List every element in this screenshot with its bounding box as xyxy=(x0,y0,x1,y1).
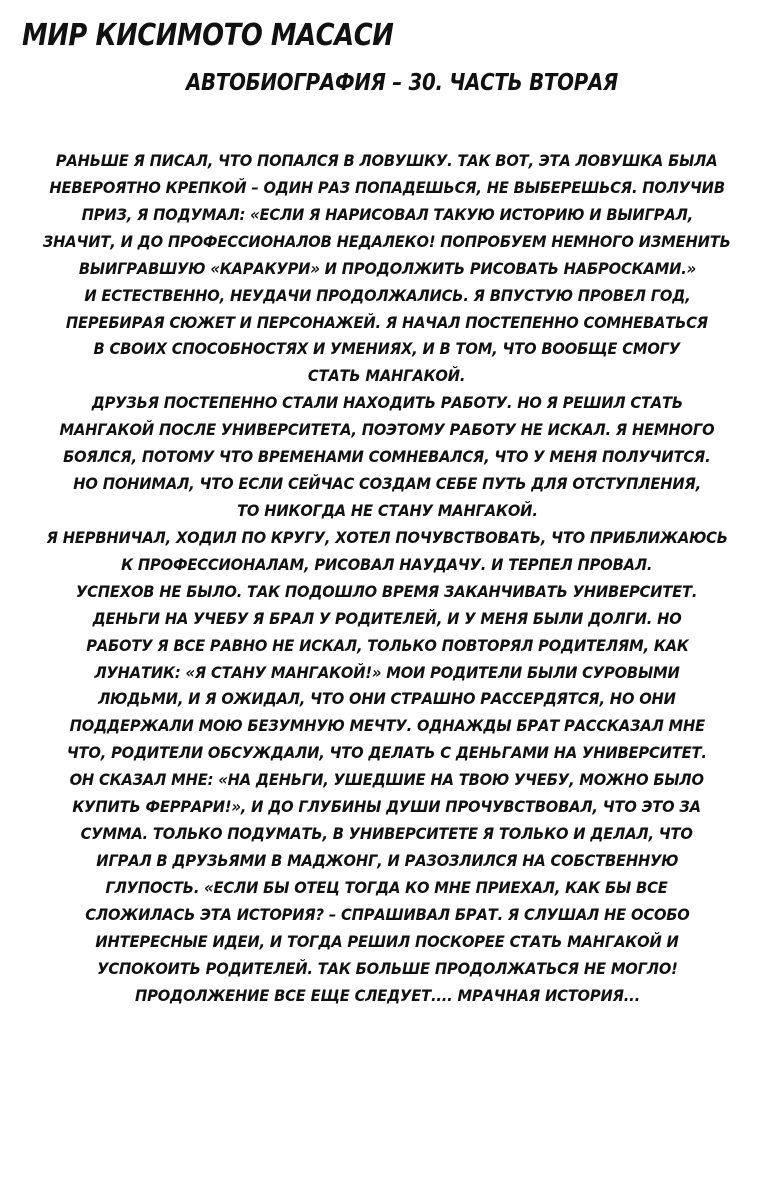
text-line: ЛЮДЬМИ, И Я ОЖИДАЛ, ЧТО ОНИ СТРАШНО РАССЕРДЯТСЯ, НО ОНИ xyxy=(98,689,676,709)
text-line: ДРУЗЬЯ ПОСТЕПЕННО СТАЛИ НАХОДИТЬ РАБОТУ. НО Я РЕШИЛ СТАТЬ xyxy=(91,393,683,413)
text-line: ЗНАЧИТ, И ДО ПРОФЕССИОНАЛОВ НЕДАЛЕКО! ПОПРОБУЕМ НЕМНОГО ИЗМЕНИТЬ xyxy=(43,231,731,251)
text-line: ТО НИКОГДА НЕ СТАНУ МАНГАКОЙ. xyxy=(236,500,538,520)
text-line: УСПОКОИТЬ РОДИТЕЛЕЙ. ТАК БОЛЬШЕ ПРОДОЛЖАТЬСЯ НЕ МОГЛО! xyxy=(96,958,678,978)
text-line: ПРОДОЛЖЕНИЕ ВСЕ ЕЩЕ СЛЕДУЕТ.... МРАЧНАЯ ИСТОРИЯ... xyxy=(134,985,640,1005)
page-subtitle: АВТОБИОГРАФИЯ – 30. ЧАСТЬ ВТОРАЯ xyxy=(186,70,618,96)
text-line: К ПРОФЕССИОНАЛАМ, РИСОВАЛ НАУДАЧУ. И ТЕРПЕЛ ПРОВАЛ. xyxy=(121,554,653,574)
text-line: ЧТО, РОДИТЕЛИ ОБСУЖДАЛИ, ЧТО ДЕЛАТЬ С ДЕНЬГАМИ НА УНИВЕРСИТЕТ. xyxy=(67,743,707,763)
text-line: Я НЕРВНИЧАЛ, ХОДИЛ ПО КРУГУ, ХОТЕЛ ПОЧУВСТВОВАТЬ, ЧТО ПРИБЛИЖАЮСЬ xyxy=(46,527,728,547)
text-line: МАНГАКОЙ ПОСЛЕ УНИВЕРСИТЕТА, ПОЭТОМУ РАБОТУ НЕ ИСКАЛ. Я НЕМНОГО xyxy=(59,420,715,440)
text-line: СЛОЖИЛАСЬ ЭТА ИСТОРИЯ? – СПРАШИВАЛ БРАТ. Я СЛУШАЛ НЕ ОСОБО xyxy=(84,904,690,924)
text-line: ПОДДЕРЖАЛИ МОЮ БЕЗУМНУЮ МЕЧТУ. ОДНАЖДЫ БРАТ РАССКАЗАЛ МНЕ xyxy=(69,716,705,736)
text-line: НЕВЕРОЯТНО КРЕПКОЙ – ОДИН РАЗ ПОПАДЕШЬСЯ, НЕ ВЫБЕРЕШЬСЯ. ПОЛУЧИВ xyxy=(49,177,725,197)
text-line: И ЕСТЕСТВЕННО, НЕУДАЧИ ПРОДОЛЖАЛИСЬ. Я ВПУСТУЮ ПРОВЕЛ ГОД, xyxy=(83,285,691,305)
text-line: ИГРАЛ В ДРУЗЬЯМИ В МАДЖОНГ, И РАЗОЗЛИЛСЯ НА СОБСТВЕННУЮ xyxy=(95,850,679,870)
text-line: ВЫИГРАВШУЮ «КАРАКУРИ» И ПРОДОЛЖИТЬ РИСОВАТЬ НАБРОСКАМИ.» xyxy=(78,258,696,278)
text-line: ГЛУПОСТЬ. «ЕСЛИ БЫ ОТЕЦ ТОГДА КО МНЕ ПРИЕХАЛ, КАК БЫ ВСЕ xyxy=(105,877,669,897)
text-line: ОН СКАЗАЛ МНЕ: «НА ДЕНЬГИ, УШЕДШИЕ НА ТВОЮ УЧЕБУ, МОЖНО БЫЛО xyxy=(69,770,705,790)
text-line: НО ПОНИМАЛ, ЧТО ЕСЛИ СЕЙЧАС СОЗДАМ СЕБЕ ПУТЬ ДЛЯ ОТСТУПЛЕНИЯ, xyxy=(73,474,701,494)
text-line: ПРИЗ, Я ПОДУМАЛ: «ЕСЛИ Я НАРИСОВАЛ ТАКУЮ ИСТОРИЮ И ВЫИГРАЛ, xyxy=(81,204,693,224)
text-line: БОЯЛСЯ, ПОТОМУ ЧТО ВРЕМЕНАМИ СОМНЕВАЛСЯ, ЧТО У МЕНЯ ПОЛУЧИТСЯ. xyxy=(63,447,711,467)
text-line: КУПИТЬ ФЕРРАРИ!», И ДО ГЛУБИНЫ ДУШИ ПРОЧУВСТВОВАЛ, ЧТО ЭТО ЗА xyxy=(72,797,702,817)
text-line: В СВОИХ СПОСОБНОСТЯХ И УМЕНИЯХ, И В ТОМ, ЧТО ВООБЩЕ СМОГУ xyxy=(93,339,681,359)
article-body xyxy=(0,148,774,1010)
text-line: ЛУНАТИК: «Я СТАНУ МАНГАКОЙ!» МОИ РОДИТЕЛИ БЫЛИ СУРОВЫМИ xyxy=(94,662,680,682)
text-line: РАБОТУ Я ВСЕ РАВНО НЕ ИСКАЛ, ТОЛЬКО ПОВТОРЯЛ РОДИТЕЛЯМ, КАК xyxy=(85,635,689,655)
text-line: РАНЬШЕ Я ПИСАЛ, ЧТО ПОПАЛСЯ В ЛОВУШКУ. ТАК ВОТ, ЭТА ЛОВУШКА БЫЛА xyxy=(56,151,718,170)
text-line: ПЕРЕБИРАЯ СЮЖЕТ И ПЕРСОНАЖЕЙ. Я НАЧАЛ ПОСТЕПЕННО СОМНЕВАТЬСЯ xyxy=(66,312,708,332)
page-title: МИР КИСИМОТО МАСАСИ xyxy=(22,18,394,53)
text-line: СТАТЬ МАНГАКОЙ. xyxy=(308,366,466,386)
text-line: УСПЕХОВ НЕ БЫЛО. ТАК ПОДОШЛО ВРЕМЯ ЗАКАНЧИВАТЬ УНИВЕРСИТЕТ. xyxy=(76,581,698,601)
text-line: ИНТЕРЕСНЫЕ ИДЕИ, И ТОГДА РЕШИЛ ПОСКОРЕЕ СТАТЬ МАНГАКОЙ И xyxy=(95,931,679,951)
text-line: СУММА. ТОЛЬКО ПОДУМАТЬ, В УНИВЕРСИТЕТЕ Я ТОЛЬКО И ДЕЛАЛ, ЧТО xyxy=(80,824,694,844)
text-line: ДЕНЬГИ НА УЧЕБУ Я БРАЛ У РОДИТЕЛЕЙ, И У МЕНЯ БЫЛИ ДОЛГИ. НО xyxy=(92,608,682,628)
